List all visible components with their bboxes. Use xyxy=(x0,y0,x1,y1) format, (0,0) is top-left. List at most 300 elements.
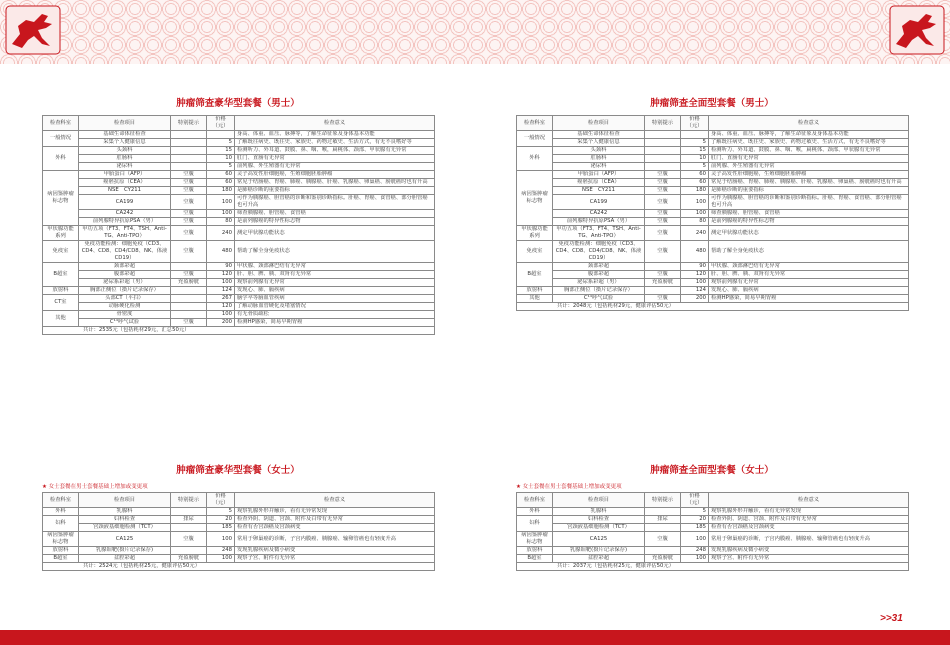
item-cell: 骨密度 xyxy=(79,311,171,319)
column-header: 检查科室 xyxy=(517,493,553,508)
table-row xyxy=(43,508,435,516)
item-cell: 甲功五项（FT3、FT4、TSH、Anti-TG、Anti-TPO） xyxy=(79,226,171,241)
meaning-cell: 是肺癌诊断的重要指标 xyxy=(235,187,435,195)
department-cell: 放射科 xyxy=(43,287,79,295)
price-cell: 10 xyxy=(681,155,709,163)
note-cell xyxy=(645,139,681,147)
note-cell xyxy=(171,295,207,303)
total-text: 共计：2048元（包括耗材29元，健康评估50元） xyxy=(517,303,909,311)
table-row xyxy=(43,319,435,327)
note-cell: 排尿 xyxy=(645,516,681,524)
note-cell: 空腹 xyxy=(171,210,207,218)
meaning-cell: 检查外阴、阴道、宫颈、附件及白带有无异常 xyxy=(709,516,909,524)
item-cell: 乳腺科 xyxy=(553,508,645,516)
note-cell xyxy=(171,139,207,147)
department-cell: 病因鉴肿瘤标志物 xyxy=(43,171,79,226)
price-cell: 60 xyxy=(681,171,709,179)
item-cell: 胸部正侧位（摄片记录保存） xyxy=(553,287,645,295)
note-cell xyxy=(171,147,207,155)
price-cell: 248 xyxy=(207,547,235,555)
note-cell xyxy=(171,547,207,555)
package-table xyxy=(42,115,435,335)
department-cell: 外科 xyxy=(517,508,553,516)
item-cell: C¹⁴呼气试验 xyxy=(79,319,171,327)
note-cell: 空腹 xyxy=(645,295,681,303)
table-row xyxy=(43,547,435,555)
decorative-banner xyxy=(0,0,950,64)
note-cell xyxy=(171,131,207,139)
package-table xyxy=(516,492,909,571)
meaning-cell: 测定甲状腺功能状态 xyxy=(709,226,909,241)
section-note: ★ 女士套餐在男士套餐基础上增加或变更项 xyxy=(42,484,148,490)
meaning-cell: 检测听力、外耳道、鼓膜、鼻、咽、喉，扁桃体、颈部、甲状腺有无异常 xyxy=(235,147,435,155)
department-cell: 病因鉴肿瘤标志物 xyxy=(517,171,553,226)
table-row xyxy=(43,163,435,171)
price-cell: 100 xyxy=(207,210,235,218)
item-cell: 妇科检查 xyxy=(79,516,171,524)
table-row xyxy=(517,555,909,563)
meaning-cell: 是肺癌诊断的重要指标 xyxy=(709,187,909,195)
column-header: 特别提示 xyxy=(645,493,681,508)
note-cell xyxy=(645,508,681,516)
price-cell: 185 xyxy=(207,524,235,532)
item-cell: 颈部彩超 xyxy=(553,263,645,271)
column-header: 特别提示 xyxy=(645,116,681,131)
note-cell: 空腹 xyxy=(645,241,681,263)
package-table xyxy=(42,492,435,571)
item-cell: 乳腺科 xyxy=(79,508,171,516)
column-header: 检查意义 xyxy=(709,116,909,131)
meaning-cell: 了解动脉血管硬化及堵塞情况 xyxy=(235,303,435,311)
price-cell: 5 xyxy=(207,139,235,147)
item-cell: 采集个人健康信息 xyxy=(553,139,645,147)
note-cell: 空腹 xyxy=(171,195,207,210)
section-title: 肿瘤筛查豪华型套餐（男士） xyxy=(176,98,300,109)
department-cell: 甲状腺功能系列 xyxy=(43,226,79,241)
meaning-cell: 常见于结肠癌、胃癌、肺癌、胰腺癌、肝癌、乳腺癌、卵巢癌、膀胱癌时也有升高 xyxy=(235,179,435,187)
item-cell: 腹部彩超 xyxy=(553,271,645,279)
price-cell: 60 xyxy=(207,171,235,179)
department-cell: 妇科 xyxy=(43,516,79,532)
price-cell: 100 xyxy=(207,195,235,210)
meaning-cell: 前列腺、外生殖器有无异常 xyxy=(709,163,909,171)
note-cell: 排尿 xyxy=(171,516,207,524)
table-row xyxy=(43,287,435,295)
price-cell: 100 xyxy=(681,210,709,218)
price-cell xyxy=(681,131,709,139)
meaning-cell: 常用于卵巢癌的诊断，子宫内膜癌、胰腺癌、输卵管癌也有轻度升高 xyxy=(235,532,435,547)
table-row xyxy=(43,131,435,139)
page-number: >>31 xyxy=(880,613,903,624)
item-cell: 盆腔彩超 xyxy=(553,555,645,563)
price-cell: 267 xyxy=(207,295,235,303)
note-cell: 空腹 xyxy=(645,218,681,226)
table-row xyxy=(43,218,435,226)
female-luxury-section xyxy=(42,462,434,571)
meaning-cell: 常用于卵巢癌的诊断，子宫内膜癌、胰腺癌、输卵管癌也有轻度升高 xyxy=(709,532,909,547)
table-row xyxy=(43,279,435,287)
table-row xyxy=(43,271,435,279)
price-cell: 100 xyxy=(207,532,235,547)
item-cell: 颈部彩超 xyxy=(79,263,171,271)
meaning-cell: 检测HP感染，简易早期胃癌 xyxy=(235,319,435,327)
total-row xyxy=(43,327,435,335)
column-header: 检查意义 xyxy=(235,116,435,131)
price-cell: 120 xyxy=(207,303,235,311)
note-cell xyxy=(171,163,207,171)
note-cell: 充盈膀胱 xyxy=(171,279,207,287)
note-cell: 空腹 xyxy=(171,171,207,179)
department-cell: 病因鉴肿瘤标志物 xyxy=(517,532,553,547)
item-cell: 癌胚抗原（CEA） xyxy=(553,179,645,187)
meaning-cell: 测定甲状腺功能状态 xyxy=(235,226,435,241)
price-cell: 185 xyxy=(681,524,709,532)
item-cell: 动脉硬化检测 xyxy=(79,303,171,311)
note-cell xyxy=(645,263,681,271)
table-row xyxy=(517,171,909,179)
male-luxury-section xyxy=(42,95,434,335)
total-text: 共计：2037元（包括耗材25元，健康评估50元） xyxy=(517,563,909,571)
table-row xyxy=(43,155,435,163)
table-row xyxy=(517,179,909,187)
meaning-cell: 帮助了解全身免疫状态 xyxy=(709,241,909,263)
meaning-cell: 检查有否宫颈癌及宫颈病变 xyxy=(709,524,909,532)
price-cell: 15 xyxy=(681,147,709,155)
note-cell xyxy=(171,303,207,311)
price-cell: 100 xyxy=(681,555,709,563)
column-header: 检查科室 xyxy=(517,116,553,131)
meaning-cell: 发现乳腺疾病及微小病变 xyxy=(709,547,909,555)
column-header: 检查项目 xyxy=(79,493,171,508)
meaning-cell: 观察前列腺有无异常 xyxy=(709,279,909,287)
table-row xyxy=(43,295,435,303)
department-cell: 外科 xyxy=(43,508,79,516)
table-row xyxy=(517,241,909,263)
price-cell: 10 xyxy=(207,155,235,163)
table-row xyxy=(517,263,909,271)
meaning-cell: 观察子宫、附件有无异常 xyxy=(235,555,435,563)
meaning-cell: 可作为胰腺癌、胆管癌的诊断和鉴别诊断指标。肝癌、胃癌、食管癌、部分胆管癌也可升高 xyxy=(709,195,909,210)
department-cell: 其他 xyxy=(43,311,79,327)
price-cell: 180 xyxy=(207,187,235,195)
department-cell: 一般情况 xyxy=(43,131,79,147)
price-cell: 5 xyxy=(681,163,709,171)
column-header: 检查项目 xyxy=(79,116,171,131)
table-row xyxy=(517,508,909,516)
horse-logo-icon xyxy=(888,4,946,56)
department-cell: B超室 xyxy=(43,263,79,287)
meaning-cell: 甲状腺、颈部淋巴结有无异常 xyxy=(709,263,909,271)
table-row xyxy=(43,263,435,271)
item-cell: 基础生命体征检查 xyxy=(79,131,171,139)
price-cell: 5 xyxy=(207,163,235,171)
price-cell: 248 xyxy=(681,547,709,555)
meaning-cell: 脑学卒等脑血管疾病 xyxy=(235,295,435,303)
note-cell: 空腹 xyxy=(645,532,681,547)
item-cell: C¹⁴呼气试验 xyxy=(553,295,645,303)
meaning-cell: 检测听力、外耳道、鼓膜、鼻、咽、喉，扁桃体、颈部、甲状腺有无异常 xyxy=(709,147,909,155)
price-cell: 15 xyxy=(207,147,235,155)
table-row xyxy=(517,532,909,547)
note-cell: 空腹 xyxy=(171,218,207,226)
department-cell: 放射科 xyxy=(43,547,79,555)
price-cell: 5 xyxy=(207,508,235,516)
meaning-cell: 甲状腺、颈部淋巴结有无异常 xyxy=(235,263,435,271)
meaning-cell: 灵子高发性肝细胞癌，生殖细胞胚胎肿瘤 xyxy=(235,171,435,179)
column-header: 检查项目 xyxy=(553,493,645,508)
table-row xyxy=(43,241,435,263)
note-cell: 空腹 xyxy=(171,532,207,547)
meaning-cell: 了解既往病史、既往史、家族史、药物过敏史、生活方式，有无不良嗜好等 xyxy=(709,139,909,147)
note-cell: 空腹 xyxy=(171,271,207,279)
table-row xyxy=(517,287,909,295)
male-comprehensive-section xyxy=(516,95,908,311)
note-cell: 空腹 xyxy=(645,226,681,241)
item-cell: 头颈科 xyxy=(79,147,171,155)
table-row xyxy=(43,139,435,147)
column-header: 检查意义 xyxy=(709,493,909,508)
price-cell: 180 xyxy=(681,187,709,195)
table-header-row xyxy=(43,493,435,508)
item-cell: 宫颈液基细胞检测（TCT） xyxy=(553,524,645,532)
table-row xyxy=(517,147,909,155)
table-row xyxy=(43,226,435,241)
column-header: 特别提示 xyxy=(171,116,207,131)
item-cell: 前列腺特异抗原PSA（男） xyxy=(553,218,645,226)
item-cell: 采集个人健康信息 xyxy=(79,139,171,147)
item-cell: 癌胚抗原（CEA） xyxy=(79,179,171,187)
package-table xyxy=(516,115,909,311)
item-cell: 泌尿系彩超（男） xyxy=(553,279,645,287)
item-cell: 盆腔彩超 xyxy=(79,555,171,563)
meaning-cell: 筛查胰腺癌、胆管癌、食管癌 xyxy=(235,210,435,218)
total-text: 共计：2535元（包括耗材29元，汇总50元） xyxy=(43,327,435,335)
department-cell: CT室 xyxy=(43,295,79,311)
note-cell: 空腹 xyxy=(645,179,681,187)
table-row xyxy=(517,295,909,303)
note-cell xyxy=(171,524,207,532)
department-cell: 妇科 xyxy=(517,516,553,532)
table-row xyxy=(517,155,909,163)
section-title: 肿瘤筛查全面型套餐（女士） xyxy=(650,465,774,476)
meaning-cell: 身高、体重、血压、脉搏等，了解生命征象及身体基本功能 xyxy=(709,131,909,139)
department-cell: B超室 xyxy=(517,555,553,563)
meaning-cell: 观察乳腺外形并触诊，看有无异常发现 xyxy=(235,508,435,516)
meaning-cell: 有无骨质疏松 xyxy=(235,311,435,319)
table-row xyxy=(43,147,435,155)
note-cell xyxy=(645,287,681,295)
table-row xyxy=(43,516,435,524)
item-cell: CA199 xyxy=(79,195,171,210)
table-row xyxy=(517,524,909,532)
price-cell: 200 xyxy=(207,319,235,327)
price-cell: 100 xyxy=(681,195,709,210)
column-header: 价格（元） xyxy=(207,116,235,131)
item-cell: 甲胎蛋白（AFP） xyxy=(79,171,171,179)
meaning-cell: 前列腺、外生殖器有无异常 xyxy=(235,163,435,171)
table-row xyxy=(517,131,909,139)
table-header-row xyxy=(43,116,435,131)
meaning-cell: 肛门、直肠有无异常 xyxy=(709,155,909,163)
note-cell xyxy=(171,263,207,271)
item-cell: NSE CY211 xyxy=(79,187,171,195)
column-header: 价格（元） xyxy=(207,493,235,508)
total-text: 共计：2524元（包括耗材25元，健康评估50元） xyxy=(43,563,435,571)
note-cell: 空腹 xyxy=(645,195,681,210)
price-cell: 100 xyxy=(681,279,709,287)
meaning-cell: 肛门、直肠有无异常 xyxy=(235,155,435,163)
meaning-cell: 观察乳腺外形并触诊，看有无异常发现 xyxy=(709,508,909,516)
price-cell: 80 xyxy=(681,218,709,226)
table-row xyxy=(517,163,909,171)
price-cell: 100 xyxy=(207,555,235,563)
table-row xyxy=(517,210,909,218)
column-header: 价格（元） xyxy=(681,493,709,508)
item-cell: 免疫功能检测：细胞免疫（CD3、CD4、CD8、CD4/CD8、NK、体液CD19） xyxy=(79,241,171,263)
department-cell: 免疫室 xyxy=(43,241,79,263)
note-cell xyxy=(171,311,207,319)
column-header: 检查科室 xyxy=(43,493,79,508)
item-cell: 基础生命体征检查 xyxy=(553,131,645,139)
price-cell: 124 xyxy=(681,287,709,295)
price-cell: 90 xyxy=(681,263,709,271)
price-cell: 120 xyxy=(207,271,235,279)
table-row xyxy=(517,279,909,287)
department-cell: B超室 xyxy=(517,263,553,287)
meaning-cell: 筛查胰腺癌、胆管癌、食管癌 xyxy=(709,210,909,218)
table-row xyxy=(43,187,435,195)
meaning-cell: 检查有否宫颈癌及宫颈病变 xyxy=(235,524,435,532)
price-cell: 60 xyxy=(681,179,709,187)
item-cell: 泌尿系彩超（男） xyxy=(79,279,171,287)
table-header-row xyxy=(517,493,909,508)
meaning-cell: 常见于结肠癌、胃癌、肺癌、胰腺癌、肝癌、乳腺癌、卵巢癌、膀胱癌时也有升高 xyxy=(709,179,909,187)
note-cell xyxy=(171,155,207,163)
meaning-cell: 发现心、肺、膈疾病 xyxy=(709,287,909,295)
table-row xyxy=(43,524,435,532)
price-cell: 20 xyxy=(207,516,235,524)
total-row xyxy=(517,303,909,311)
section-note: ★ 女士套餐在男士套餐基础上增加或变更项 xyxy=(516,484,622,490)
note-cell xyxy=(645,155,681,163)
price-cell: 60 xyxy=(207,179,235,187)
item-cell: 腹部彩超 xyxy=(79,271,171,279)
price-cell: 480 xyxy=(207,241,235,263)
meaning-cell: 身高、体重、血压、脉搏等，了解生命征象及身体基本功能 xyxy=(235,131,435,139)
table-row xyxy=(517,226,909,241)
item-cell: 胸部正侧位（摄片记录保存） xyxy=(79,287,171,295)
price-cell: 480 xyxy=(681,241,709,263)
item-cell: 头颈科 xyxy=(553,147,645,155)
price-cell: 20 xyxy=(681,516,709,524)
total-row xyxy=(517,563,909,571)
item-cell: 泌尿科 xyxy=(79,163,171,171)
price-cell xyxy=(207,131,235,139)
female-comprehensive-section xyxy=(516,462,908,571)
price-cell: 240 xyxy=(681,226,709,241)
meaning-cell: 观察子宫、附件有无异常 xyxy=(709,555,909,563)
price-cell: 5 xyxy=(681,139,709,147)
note-cell: 空腹 xyxy=(645,271,681,279)
item-cell: 乳腺钼靶(摄片记录保存) xyxy=(553,547,645,555)
note-cell: 空腹 xyxy=(645,210,681,218)
price-cell: 100 xyxy=(207,311,235,319)
meaning-cell: 观察前列腺有无异常 xyxy=(235,279,435,287)
column-header: 检查科室 xyxy=(43,116,79,131)
item-cell: 甲胎蛋白（AFP） xyxy=(553,171,645,179)
item-cell: 前列腺特异抗原PSA（男） xyxy=(79,218,171,226)
note-cell: 充盈膀胱 xyxy=(645,555,681,563)
price-cell: 100 xyxy=(681,532,709,547)
item-cell: CA125 xyxy=(553,532,645,547)
table-row xyxy=(43,171,435,179)
note-cell: 空腹 xyxy=(645,171,681,179)
price-cell: 240 xyxy=(207,226,235,241)
table-row xyxy=(43,311,435,319)
price-cell: 80 xyxy=(207,218,235,226)
note-cell: 空腹 xyxy=(171,187,207,195)
note-cell xyxy=(171,287,207,295)
department-cell: 其他 xyxy=(517,295,553,303)
note-cell: 空腹 xyxy=(645,187,681,195)
department-cell: 一般情况 xyxy=(517,131,553,147)
footer-bar xyxy=(0,630,950,645)
note-cell: 空腹 xyxy=(171,226,207,241)
column-header: 特别提示 xyxy=(171,493,207,508)
note-cell: 充盈膀胱 xyxy=(645,279,681,287)
item-cell: 妇科检查 xyxy=(553,516,645,524)
table-row xyxy=(517,187,909,195)
meaning-cell: 肝、胆、脾、胰、双肾有无异常 xyxy=(709,271,909,279)
column-header: 价格（元） xyxy=(681,116,709,131)
meaning-cell: 帮助了解全身免疫状态 xyxy=(235,241,435,263)
department-cell: 免疫室 xyxy=(517,241,553,263)
note-cell: 空腹 xyxy=(171,179,207,187)
note-cell xyxy=(171,508,207,516)
item-cell: CA242 xyxy=(79,210,171,218)
department-cell: 放射科 xyxy=(517,547,553,555)
table-row xyxy=(517,271,909,279)
note-cell: 空腹 xyxy=(171,241,207,263)
table-row xyxy=(43,555,435,563)
department-cell: 甲状腺功能系列 xyxy=(517,226,553,241)
table-row xyxy=(517,195,909,210)
table-row xyxy=(43,210,435,218)
price-cell: 5 xyxy=(681,508,709,516)
item-cell: 宫颈液基细胞检测（TCT） xyxy=(79,524,171,532)
meaning-cell: 可作为胰腺癌、胆管癌的诊断和鉴别诊断指标。肝癌、胃癌、食管癌、部分胆管癌也可升高 xyxy=(235,195,435,210)
table-row xyxy=(43,303,435,311)
meaning-cell: 了解既往病史、既往史、家族史、药物过敏史、生活方式，有无不良嗜好等 xyxy=(235,139,435,147)
column-header: 检查意义 xyxy=(235,493,435,508)
meaning-cell: 发现心、肺、膈疾病 xyxy=(235,287,435,295)
section-title: 肿瘤筛查全面型套餐（男士） xyxy=(650,98,774,109)
department-cell: 放射科 xyxy=(517,287,553,295)
note-cell xyxy=(645,524,681,532)
note-cell xyxy=(645,131,681,139)
meaning-cell: 是前列腺癌的特异性标志物 xyxy=(235,218,435,226)
price-cell: 100 xyxy=(207,279,235,287)
table-header-row xyxy=(517,116,909,131)
column-header: 检查项目 xyxy=(553,116,645,131)
note-cell xyxy=(645,147,681,155)
meaning-cell: 肝、胆、脾、胰、双肾有无异常 xyxy=(235,271,435,279)
price-cell: 90 xyxy=(207,263,235,271)
item-cell: CA242 xyxy=(553,210,645,218)
table-row xyxy=(43,179,435,187)
note-cell xyxy=(645,163,681,171)
meaning-cell: 检测HP感染，简易早期胃癌 xyxy=(709,295,909,303)
